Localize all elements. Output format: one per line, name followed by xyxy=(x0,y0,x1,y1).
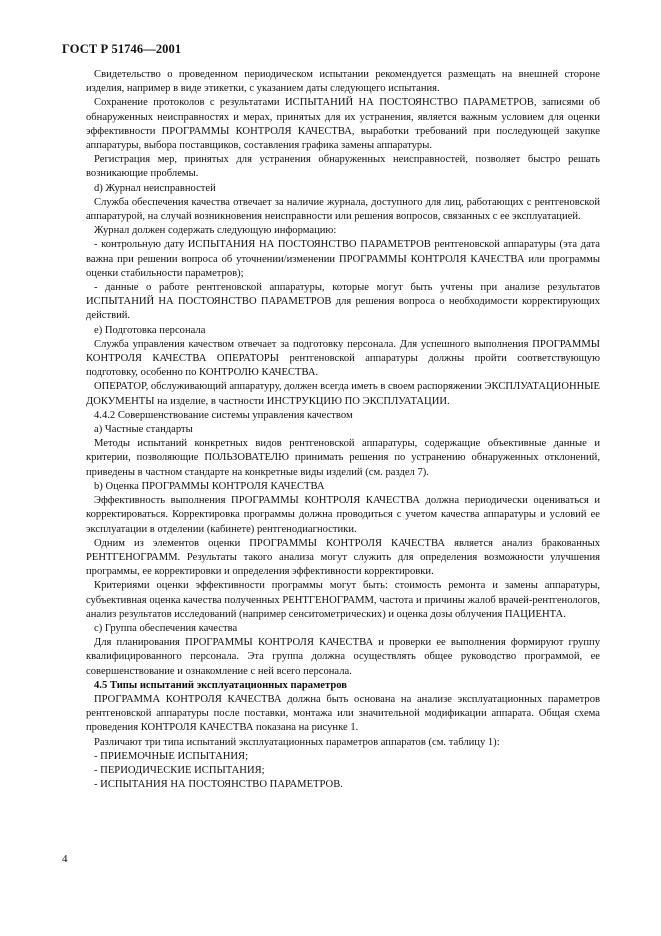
paragraph-registration: Регистрация мер, принятых для устранения обнаруженных неисправностей, позволяет быстро решать возникающие проблемы. xyxy=(86,154,600,180)
paragraph-test-types-intro: Различают три типа испытаний эксплуатационных параметров аппаратов (см. таблицу 1): xyxy=(94,736,500,748)
paragraph-log-contents-intro: Журнал должен содержать следующую информацию: xyxy=(94,225,337,237)
paragraph-training-service: Служба управления качеством отвечает за подготовку персонала. Для успешного выполнения ПРОГРАММЫ КОНТРОЛЯ КАЧЕСТВА ОПЕРАТОРЫ рентгеновской аппаратуры должны пройти соответствующую подготовку, особенно по КОНТРОЛЮ КАЧЕСТВА. xyxy=(86,338,600,379)
paragraph-qa-group: Для планирования ПРОГРАММЫ КОНТРОЛЯ КАЧЕСТВА и проверки ее выполнения формируют группу квалифицированного персонала. Эта группа должна осуществлять общее руководство программой, ее совершенствование и ознакомление с ней всего персонала. xyxy=(86,637,600,677)
list-item-periodic-tests: - ПЕРИОДИЧЕСКИЕ ИСПЫТАНИЯ; xyxy=(94,764,265,776)
subheading-program-evaluation: b) Оценка ПРОГРАММЫ КОНТРОЛЯ КАЧЕСТВА xyxy=(94,480,325,492)
section-heading-4-4-2: 4.4.2 Совершенствование системы управления качеством xyxy=(94,409,353,421)
list-item-control-date: - контрольную дату ИСПЫТАНИЯ НА ПОСТОЯНСТВО ПАРАМЕТРОВ рентгеновской аппаратуры (эта дата важна при решении вопроса об уточнении/изменении ПРОГРАММЫ КОНТРОЛЯ КАЧЕСТВА или программы оценки стабильности параметров); xyxy=(86,239,600,279)
paragraph-rejected-radiographs: Одним из элементов оценки ПРОГРАММЫ КОНТРОЛЯ КАЧЕСТВА является анализ бракованных РЕНТГЕНОГРАММ. Результаты такого анализа могут служить для определения возможности улучшения программы, ее корректировки и определения эффективности корректировки. xyxy=(86,537,600,578)
list-item-acceptance-tests: - ПРИЕМОЧНЫЕ ИСПЫТАНИЯ; xyxy=(94,750,249,762)
document-header: ГОСТ Р 51746—2001 xyxy=(62,42,182,56)
subheading-qa-group: c) Группа обеспечения качества xyxy=(94,622,238,634)
paragraph-fault-log-service: Служба обеспечения качества отвечает за наличие журнала, доступного для лиц, работающих с рентгеновской аппаратурой, на случай возникновения неисправности или решения вопросов, связанных с ее эксплуатацией. xyxy=(86,196,600,223)
paragraph-qc-program-basis: ПРОГРАММА КОНТРОЛЯ КАЧЕСТВА должна быть основана на анализе эксплуатационных параметров рентгеновской аппаратуры после поставки, монтажа или значительной модификации аппарата. Общая схема проведения КОНТРОЛЯ КАЧЕСТВА показана на рисунке 1. xyxy=(86,693,600,734)
subheading-particular-standards: a) Частные стандарты xyxy=(94,424,193,436)
section-heading-4-5: 4.5 Типы испытаний эксплуатационных параметров xyxy=(94,679,347,691)
subheading-fault-log: d) Журнал неисправностей xyxy=(94,182,216,194)
paragraph-test-methods: Методы испытаний конкретных видов рентгеновской аппаратуры, содержащие объективные данные и критерии, позволяющие ПОЛЬЗОВАТЕЛЮ принимать решения по устранению обнаруженных отклонений, приведены в частном стандарте на конкретные виды изделий (см. раздел 7). xyxy=(86,438,600,478)
subheading-staff-training: e) Подготовка персонала xyxy=(94,324,206,336)
paragraph-program-efficiency: Эффективность выполнения ПРОГРАММЫ КОНТРОЛЯ КАЧЕСТВА должна периодически оцениваться и корректироваться. Корректировка программы должна проводиться с учетом качества аппаратуры и условий ее эксплуатации в отделении (кабинете) рентгенодиагностики. xyxy=(86,495,600,535)
paragraph-operator-documents: ОПЕРАТОР, обслуживающий аппаратуру, должен всегда иметь в своем распоряжении ЭКСПЛУАТАЦИОННЫЕ ДОКУМЕНТЫ на изделие, в частности ИНСТРУКЦИЮ ПО ЭКСПЛУАТАЦИИ. xyxy=(86,381,600,407)
list-item-operation-data: - данные о работе рентгеновской аппаратуры, которые могут быть учтены при анализе результатов ИСПЫТАНИЙ НА ПОСТОЯНСТВО ПАРАМЕТРОВ для решения вопроса о необходимости корректирующих действий. xyxy=(86,282,600,322)
paragraph-periodic-test-label: Свидетельство о проведенном периодическом испытании рекомендуется размещать на внешней стороне изделия, например в виде этикетки, с указанием даты следующего испытания. xyxy=(86,69,600,95)
list-item-constancy-tests: - ИСПЫТАНИЯ НА ПОСТОЯНСТВО ПАРАМЕТРОВ. xyxy=(94,779,343,791)
paragraph-records-keeping: Сохранение протоколов с результатами ИСПЫТАНИЙ НА ПОСТОЯНСТВО ПАРАМЕТРОВ, записями об обнаруженных неисправностях и мерах, принятых для их устранения, является важным условием для оценки эффективности ПРОГРАММЫ КОНТРОЛЯ КАЧЕСТВА, выработки требований при последующей закупке аппаратуры, выбора поставщиков, составления графика замены аппаратуры. xyxy=(86,97,600,152)
paragraph-evaluation-criteria: Критериями оценки эффективности программы могут быть: стоимость ремонта и замены аппаратуры, субъективная оценка качества полученных РЕНТГЕНОГРАММ, частота и причины жалоб врачей-рентгенологов, анализ результатов исследований (например сенситометрических) и оценка дозы облучения ПАЦИЕНТА. xyxy=(86,580,600,620)
document-body xyxy=(86,68,600,792)
page-number: 4 xyxy=(62,853,68,865)
